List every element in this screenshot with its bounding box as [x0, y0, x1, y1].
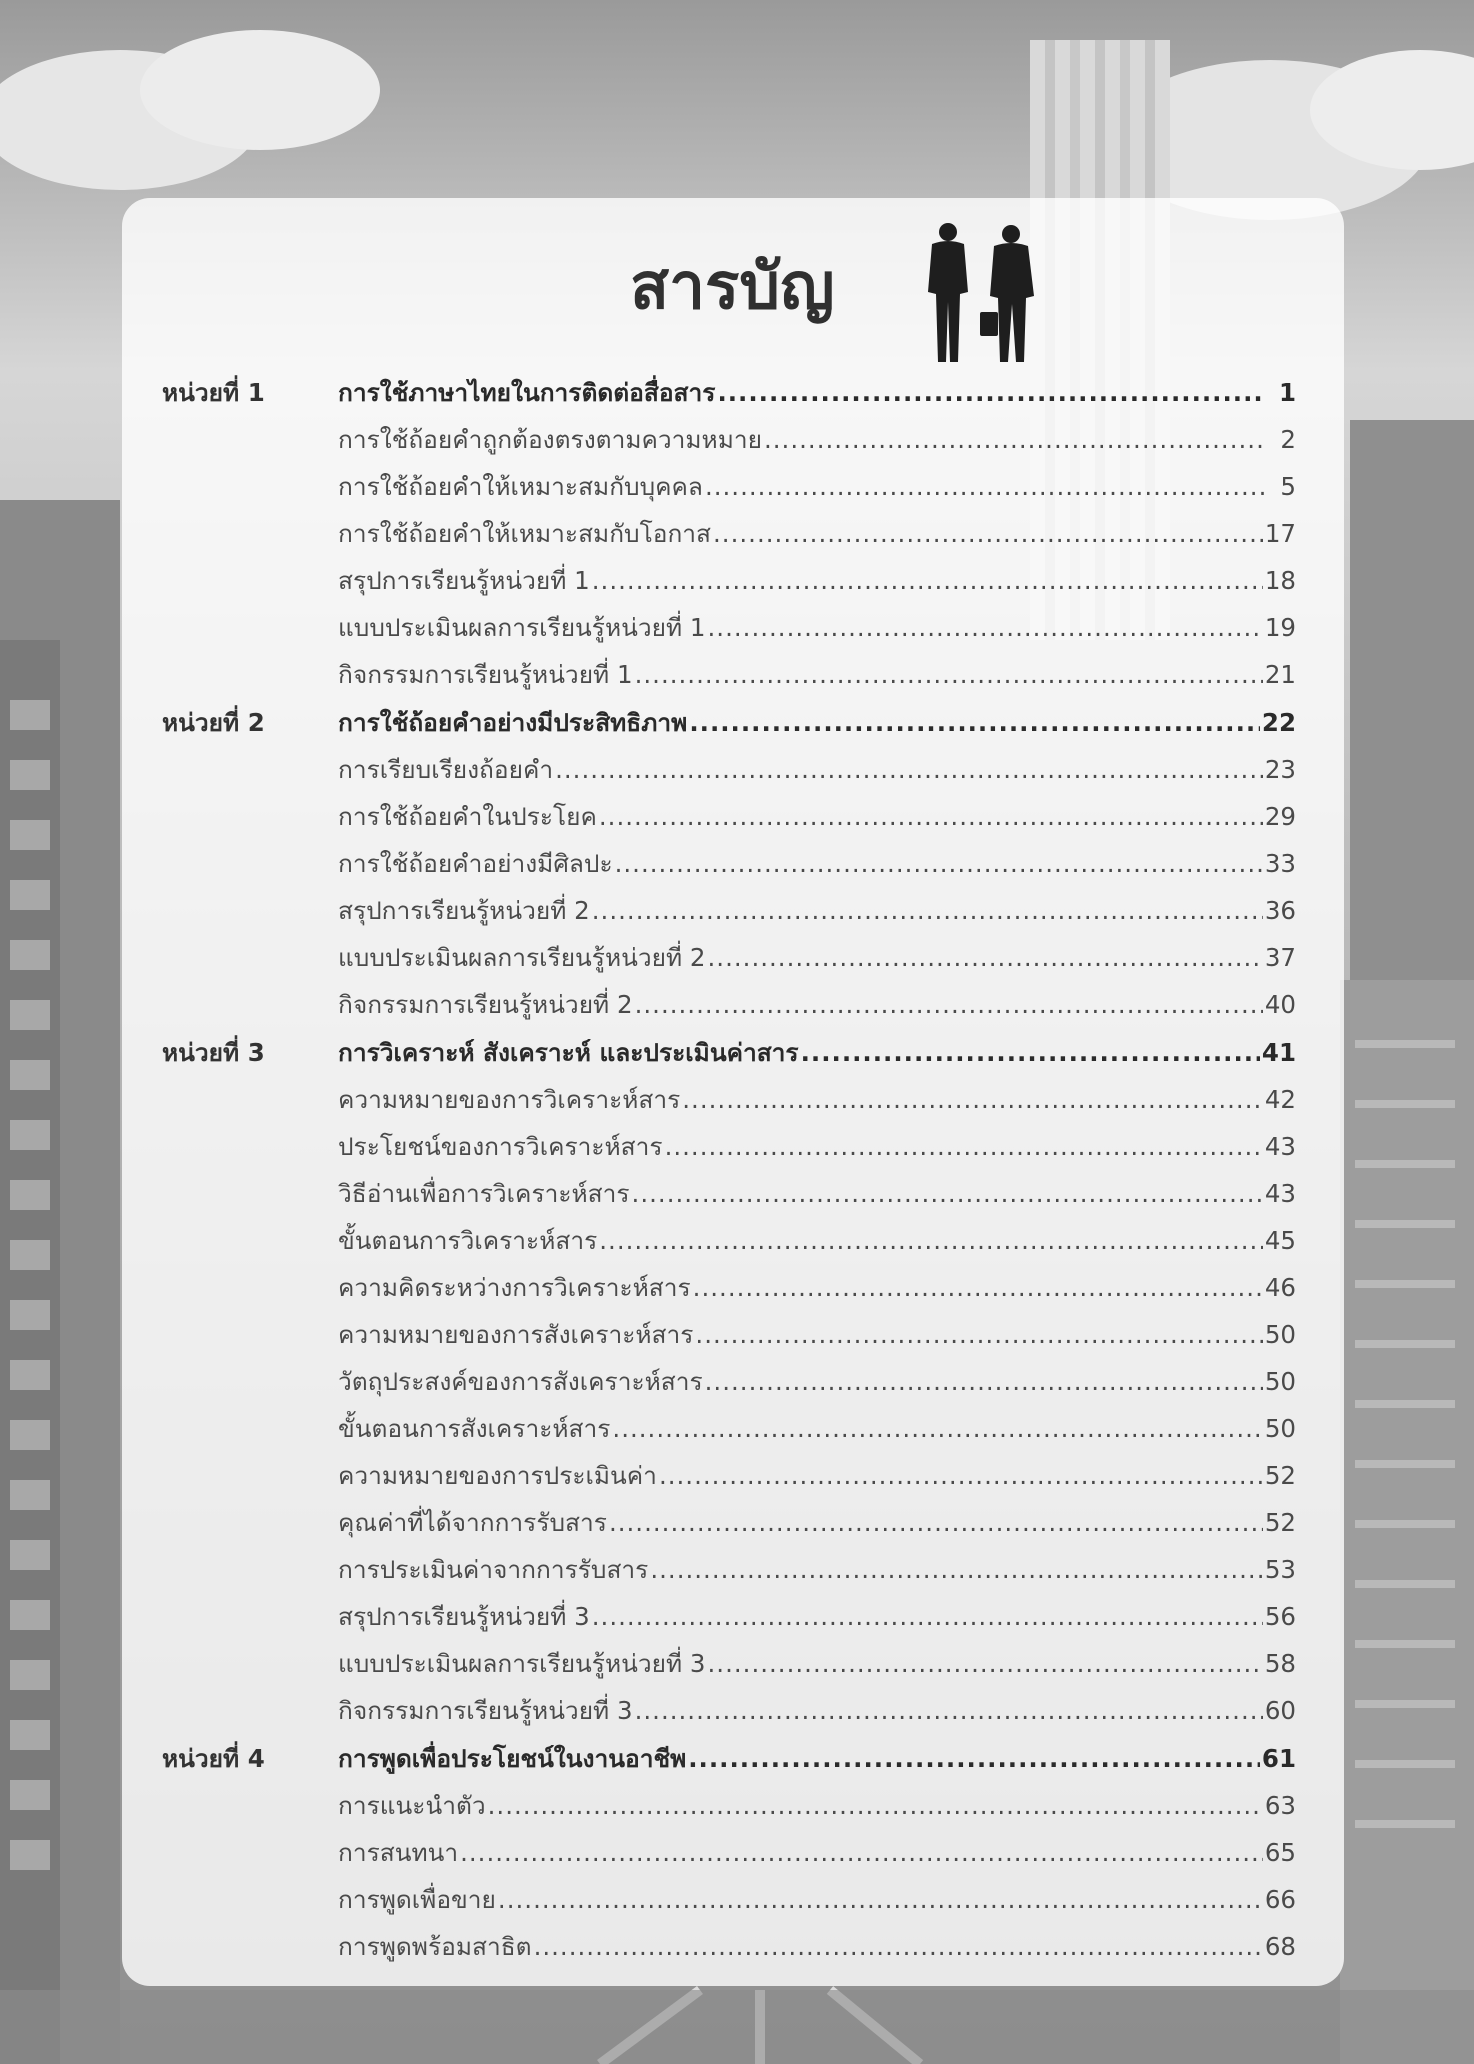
leader-dots: [695, 1315, 1262, 1355]
toc-entry: [338, 1786, 1296, 1826]
toc-item-row[interactable]: [0, 467, 1474, 507]
toc-item-row[interactable]: [0, 608, 1474, 648]
page-number: 60: [1264, 1696, 1296, 1725]
leader-dots: [555, 750, 1263, 790]
leader-dots: [632, 1174, 1263, 1214]
toc-entry: [338, 655, 1296, 695]
page-number: 41: [1261, 1038, 1296, 1067]
item-title: การเรียบเรียงถ้อยคำ: [338, 755, 554, 784]
toc-entry: [338, 467, 1296, 507]
toc-item-row[interactable]: [0, 750, 1474, 790]
toc-entry: [338, 985, 1296, 1025]
toc-unit-row[interactable]: [0, 1739, 1474, 1779]
leader-dots: [609, 1503, 1263, 1543]
toc-unit-row[interactable]: [0, 373, 1474, 413]
leader-dots: [764, 420, 1264, 460]
page-number: 33: [1264, 849, 1296, 878]
leader-dots: [592, 1597, 1263, 1637]
page-number: 52: [1264, 1461, 1296, 1490]
page-number: 53: [1264, 1555, 1296, 1584]
toc-entry: [338, 1362, 1296, 1402]
unit-title: การพูดเพื่อประโยชน์ในงานอาชีพ: [338, 1744, 687, 1773]
toc-item-row[interactable]: [0, 938, 1474, 978]
item-title: การใช้ถ้อยคำอย่างมีศิลปะ: [338, 849, 613, 878]
toc-entry: [338, 1127, 1296, 1167]
toc-item-row[interactable]: [0, 1550, 1474, 1590]
toc-item-row[interactable]: [0, 1880, 1474, 1920]
page-number: 40: [1264, 990, 1296, 1019]
toc-entry: [338, 1880, 1296, 1920]
page-number: 21: [1264, 660, 1296, 689]
page-number: 45: [1264, 1226, 1296, 1255]
unit-title: การวิเคราะห์ สังเคราะห์ และประเมินค่าสาร: [338, 1038, 799, 1067]
item-title: สรุปการเรียนรู้หน่วยที่ 3: [338, 1602, 590, 1631]
toc-entry: [338, 1268, 1296, 1308]
item-title: แบบประเมินผลการเรียนรู้หน่วยที่ 3: [338, 1649, 706, 1678]
page-number: 66: [1264, 1885, 1296, 1914]
page-number: 29: [1264, 802, 1296, 831]
page-number: 46: [1264, 1273, 1296, 1302]
leader-dots: [689, 703, 1260, 743]
leader-dots: [708, 938, 1263, 978]
leader-dots: [682, 1080, 1263, 1120]
item-title: ขั้นตอนการสังเคราะห์สาร: [338, 1414, 611, 1443]
page-number: 2: [1280, 425, 1296, 454]
item-title: การแนะนำตัว: [338, 1791, 486, 1820]
unit-title: การใช้ภาษาไทยในการติดต่อสื่อสาร: [338, 378, 716, 407]
toc-item-row[interactable]: [0, 1268, 1474, 1308]
leader-dots: [708, 608, 1263, 648]
toc-item-row[interactable]: [0, 1362, 1474, 1402]
page-number: 50: [1264, 1414, 1296, 1443]
toc-item-row[interactable]: [0, 1786, 1474, 1826]
leader-dots: [534, 1927, 1263, 1967]
toc-entry: [338, 561, 1296, 601]
toc-entry: [338, 373, 1296, 413]
leader-dots: [592, 891, 1263, 931]
toc-item-row[interactable]: [0, 1503, 1474, 1543]
toc-item-row[interactable]: [0, 655, 1474, 695]
page-number: 1: [1278, 378, 1296, 407]
leader-dots: [665, 1127, 1263, 1167]
toc-item-row[interactable]: [0, 1691, 1474, 1731]
toc-item-row[interactable]: [0, 1174, 1474, 1214]
leader-dots: [615, 844, 1263, 884]
item-title: การใช้ถ้อยคำให้เหมาะสมกับโอกาส: [338, 519, 712, 548]
toc-entry: [338, 891, 1296, 931]
page-number: 50: [1264, 1320, 1296, 1349]
toc-entry: [338, 844, 1296, 884]
toc-item-row[interactable]: [0, 797, 1474, 837]
leader-dots: [705, 467, 1264, 507]
page-number: 17: [1264, 519, 1296, 548]
toc-entry: [338, 1927, 1296, 1967]
leader-dots: [650, 1550, 1262, 1590]
page-number: 58: [1264, 1649, 1296, 1678]
page-number: 43: [1264, 1132, 1296, 1161]
item-title: คุณค่าที่ได้จากการรับสาร: [338, 1508, 607, 1537]
item-title: วิธีอ่านเพื่อการวิเคราะห์สาร: [338, 1179, 630, 1208]
toc-item-row[interactable]: [0, 1597, 1474, 1637]
toc-entry: [338, 1739, 1296, 1779]
toc-entry: [338, 420, 1296, 460]
page-number: 18: [1264, 566, 1296, 595]
toc-item-row[interactable]: [0, 514, 1474, 554]
page-number: 23: [1264, 755, 1296, 784]
item-title: แบบประเมินผลการเรียนรู้หน่วยที่ 1: [338, 613, 706, 642]
unit-label: หน่วยที่ 4: [162, 1744, 265, 1773]
page-number: 63: [1264, 1791, 1296, 1820]
unit-title: การใช้ถ้อยคำอย่างมีประสิทธิภาพ: [338, 708, 688, 737]
leader-dots: [488, 1786, 1263, 1826]
leader-dots: [801, 1033, 1260, 1073]
page-number: 50: [1264, 1367, 1296, 1396]
toc-item-row[interactable]: [0, 561, 1474, 601]
page-number: 22: [1261, 708, 1296, 737]
toc-item-row[interactable]: [0, 420, 1474, 460]
toc-entry: [338, 1503, 1296, 1543]
leader-dots: [635, 1691, 1263, 1731]
toc-entry: [338, 1691, 1296, 1731]
unit-label: หน่วยที่ 1: [162, 378, 265, 407]
toc-entry: [338, 608, 1296, 648]
item-title: การใช้ถ้อยคำถูกต้องตรงตามความหมาย: [338, 425, 762, 454]
toc-entry: [338, 1644, 1296, 1684]
leader-dots: [460, 1833, 1263, 1873]
toc-entry: [338, 1174, 1296, 1214]
item-title: กิจกรรมการเรียนรู้หน่วยที่ 1: [338, 660, 633, 689]
toc-entry: [338, 797, 1296, 837]
toc-item-row[interactable]: [0, 985, 1474, 1025]
toc-entry: [338, 1080, 1296, 1120]
item-title: การพูดเพื่อขาย: [338, 1885, 496, 1914]
toc-item-row[interactable]: [0, 891, 1474, 931]
page-number: 43: [1264, 1179, 1296, 1208]
toc-item-row[interactable]: [0, 1456, 1474, 1496]
item-title: กิจกรรมการเรียนรู้หน่วยที่ 3: [338, 1696, 633, 1725]
unit-label: หน่วยที่ 2: [162, 708, 265, 737]
toc-entry: [338, 703, 1296, 743]
page-number: 61: [1261, 1744, 1296, 1773]
toc-item-row[interactable]: [0, 1221, 1474, 1261]
leader-dots: [688, 1739, 1260, 1779]
toc-item-row[interactable]: [0, 844, 1474, 884]
item-title: การประเมินค่าจากการรับสาร: [338, 1555, 649, 1584]
toc-entry: [338, 1550, 1296, 1590]
leader-dots: [635, 985, 1263, 1025]
toc-entry: [338, 750, 1296, 790]
page-number: 52: [1264, 1508, 1296, 1537]
toc-entry: [338, 1456, 1296, 1496]
toc-item-row[interactable]: [0, 1080, 1474, 1120]
leader-dots: [599, 1221, 1263, 1261]
toc-item-row[interactable]: [0, 1315, 1474, 1355]
item-title: การใช้ถ้อยคำให้เหมาะสมกับบุคคล: [338, 472, 703, 501]
toc-item-row[interactable]: [0, 1409, 1474, 1449]
toc-entry: [338, 1315, 1296, 1355]
toc-entry: [338, 938, 1296, 978]
item-title: ความหมายของการสังเคราะห์สาร: [338, 1320, 694, 1349]
item-title: ความหมายของการประเมินค่า: [338, 1461, 657, 1490]
page-number: 56: [1264, 1602, 1296, 1631]
toc-entry: [338, 1597, 1296, 1637]
unit-label: หน่วยที่ 3: [162, 1038, 265, 1067]
page-number: 19: [1264, 613, 1296, 642]
item-title: การใช้ถ้อยคำในประโยค: [338, 802, 597, 831]
item-title: แบบประเมินผลการเรียนรู้หน่วยที่ 2: [338, 943, 706, 972]
toc-item-row[interactable]: [0, 1927, 1474, 1967]
item-title: ประโยชน์ของการวิเคราะห์สาร: [338, 1132, 663, 1161]
toc-entry: [338, 1409, 1296, 1449]
toc-entry: [338, 514, 1296, 554]
page-number: 42: [1264, 1085, 1296, 1114]
toc-entry: [338, 1033, 1296, 1073]
toc-entry: [338, 1221, 1296, 1261]
item-title: กิจกรรมการเรียนรู้หน่วยที่ 2: [338, 990, 633, 1019]
item-title: การพูดพร้อมสาธิต: [338, 1932, 532, 1961]
item-title: สรุปการเรียนรู้หน่วยที่ 2: [338, 896, 590, 925]
leader-dots: [717, 373, 1264, 413]
page-number: 5: [1280, 472, 1296, 501]
item-title: วัตถุประสงค์ของการสังเคราะห์สาร: [338, 1367, 703, 1396]
page-number: 65: [1264, 1838, 1296, 1867]
toc-item-row[interactable]: [0, 1127, 1474, 1167]
toc-item-row[interactable]: [0, 1644, 1474, 1684]
toc-item-row[interactable]: [0, 1833, 1474, 1873]
item-title: สรุปการเรียนรู้หน่วยที่ 1: [338, 566, 590, 595]
item-title: การสนทนา: [338, 1838, 459, 1867]
leader-dots: [592, 561, 1263, 601]
toc-entry: [338, 1833, 1296, 1873]
page-number: 36: [1264, 896, 1296, 925]
item-title: ความคิดระหว่างการวิเคราะห์สาร: [338, 1273, 691, 1302]
leader-dots: [659, 1456, 1263, 1496]
page-number: 68: [1264, 1932, 1296, 1961]
item-title: ความหมายของการวิเคราะห์สาร: [338, 1085, 681, 1114]
leader-dots: [635, 655, 1263, 695]
leader-dots: [708, 1644, 1263, 1684]
leader-dots: [713, 514, 1263, 554]
toc-unit-row[interactable]: [0, 1033, 1474, 1073]
leader-dots: [693, 1268, 1263, 1308]
page-number: 37: [1264, 943, 1296, 972]
item-title: ขั้นตอนการวิเคราะห์สาร: [338, 1226, 598, 1255]
page-title: สารบัญ: [630, 250, 835, 324]
businessmen-silhouette-icon: [916, 222, 1051, 367]
leader-dots: [599, 797, 1263, 837]
toc-unit-row[interactable]: [0, 703, 1474, 743]
leader-dots: [612, 1409, 1262, 1449]
leader-dots: [498, 1880, 1263, 1920]
leader-dots: [705, 1362, 1263, 1402]
